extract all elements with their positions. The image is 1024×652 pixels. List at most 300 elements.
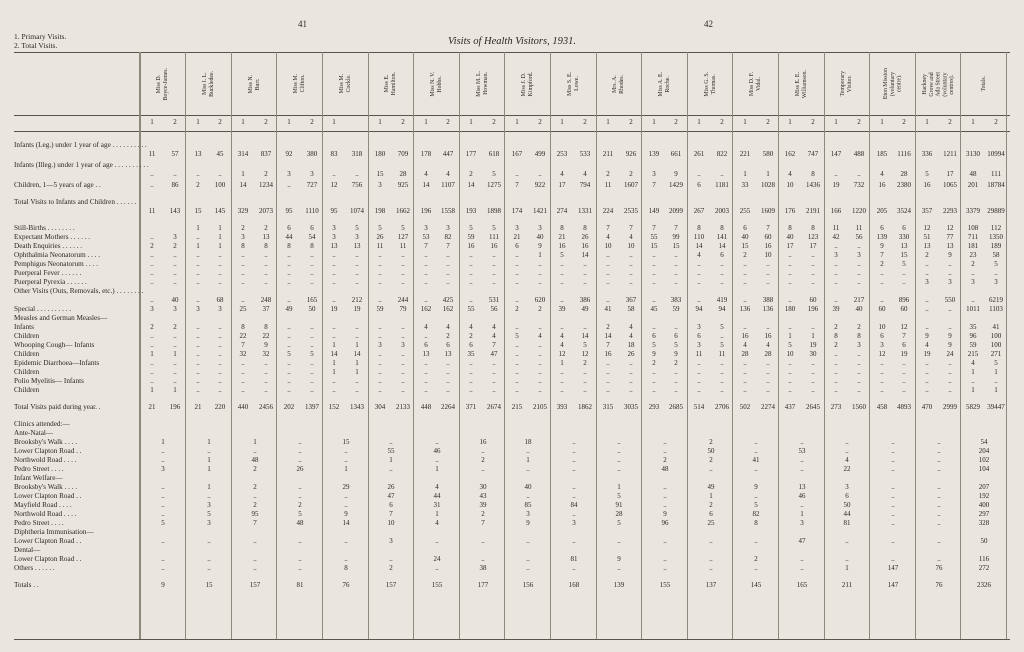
table-cell: .. <box>355 332 359 340</box>
table-cell: 6 <box>880 332 884 340</box>
table-cell: .. <box>446 368 450 376</box>
column-number: 1 <box>880 118 884 126</box>
table-cell: 19 <box>900 350 908 358</box>
column-number: 2 <box>857 118 861 126</box>
table-cell: .. <box>857 386 861 394</box>
table-cell: 4 <box>560 170 564 178</box>
table-cell: 618 <box>488 150 500 158</box>
table-cell: 1607 <box>624 181 638 189</box>
table-cell: 2 <box>241 224 245 232</box>
table-cell: 17 <box>946 170 954 178</box>
table-cell: 28 <box>741 350 749 358</box>
table-cell: 4 <box>446 323 450 331</box>
table-cell: 5 <box>720 341 724 349</box>
table-cell: .. <box>834 359 838 367</box>
table-cell: .. <box>663 483 667 491</box>
table-cell: .. <box>937 465 941 473</box>
table-cell: 14 <box>604 332 612 340</box>
column-header-text: Mrs. A. Rhodes. <box>612 74 625 94</box>
table-cell: .. <box>811 368 815 376</box>
table-cell: 1 <box>435 465 439 473</box>
table-cell: 14 <box>718 242 726 250</box>
table-cell: 3 <box>332 224 336 232</box>
table-cell: 661 <box>670 150 682 158</box>
table-cell: .. <box>606 260 610 268</box>
table-cell: 6 <box>389 501 393 509</box>
table-cell: 9 <box>161 581 165 589</box>
row-label: Death Enquiries . . . . . . <box>14 242 83 250</box>
table-cell: 9 <box>754 483 758 491</box>
table-cell: 3 <box>207 519 211 527</box>
table-cell: 3 <box>424 224 428 232</box>
table-cell: .. <box>173 368 177 376</box>
table-cell: 1 <box>788 332 792 340</box>
table-cell: 157 <box>249 581 261 589</box>
table-cell: 8 <box>287 242 291 250</box>
table-cell: 3 <box>401 341 405 349</box>
table-cell: .. <box>743 260 747 268</box>
table-cell: 3 <box>355 233 359 241</box>
table-cell: 4 <box>435 483 439 491</box>
table-cell: 174 <box>511 207 523 215</box>
table-cell: .. <box>902 368 906 376</box>
table-cell: 13 <box>194 150 202 158</box>
table-cell: 9 <box>617 555 621 563</box>
table-cell: .. <box>720 368 724 376</box>
table-cell: 386 <box>579 296 591 304</box>
table-cell: .. <box>948 386 952 394</box>
table-cell: .. <box>526 447 530 455</box>
column-number: 2 <box>994 118 998 126</box>
table-cell: 111 <box>489 233 499 241</box>
table-cell: 1429 <box>669 181 683 189</box>
column-header-text: Miss N. Burr. <box>248 74 261 94</box>
table-cell: 9 <box>880 242 884 250</box>
table-cell: 2 <box>709 438 713 446</box>
table-cell: .. <box>515 269 519 277</box>
table-cell: 196 <box>420 207 432 215</box>
table-cell: 2380 <box>897 181 911 189</box>
table-cell: 10 <box>387 519 395 527</box>
table-cell: 330 <box>898 233 910 241</box>
table-cell: 215 <box>511 403 523 411</box>
table-cell: 297 <box>978 510 990 518</box>
row-label: Pemphigus Neonatorum . . . . <box>14 260 99 268</box>
table-cell: 2 <box>629 170 633 178</box>
column-number: 2 <box>264 118 268 126</box>
table-cell: 15 <box>741 242 749 250</box>
column-header-text: Miss D. F. Vidal. <box>749 71 762 97</box>
table-cell: .. <box>560 368 564 376</box>
table-cell: 3 <box>161 465 165 473</box>
table-cell: 1 <box>173 350 177 358</box>
table-cell: .. <box>401 350 405 358</box>
column-number: 2 <box>902 118 906 126</box>
table-cell: .. <box>902 359 906 367</box>
column-number: 2 <box>310 118 314 126</box>
table-cell: 8 <box>264 323 268 331</box>
table-cell: 5 <box>560 251 564 259</box>
table-cell: 1 <box>743 170 747 178</box>
table-cell: 2 <box>446 332 450 340</box>
table-cell: 837 <box>260 150 272 158</box>
table-cell: .. <box>754 438 758 446</box>
table-cell: .. <box>241 278 245 286</box>
table-row <box>0 483 1024 492</box>
table-cell: .. <box>424 386 428 394</box>
table-cell: 44 <box>285 233 293 241</box>
table-cell: 12 <box>946 224 954 232</box>
row-label: Special . . . . . . . . . . <box>14 305 72 313</box>
column-header <box>609 55 629 113</box>
table-cell: 2 <box>253 465 257 473</box>
table-cell: 419 <box>716 296 728 304</box>
table-cell: 12 <box>923 224 931 232</box>
table-cell: .. <box>606 377 610 385</box>
table-row <box>0 341 1024 350</box>
table-cell: .. <box>401 332 405 340</box>
table-cell: .. <box>788 377 792 385</box>
table-cell: .. <box>389 555 393 563</box>
column-number: 2 <box>492 118 496 126</box>
table-cell: 383 <box>670 296 682 304</box>
table-cell: 3 <box>572 519 576 527</box>
table-cell: 1 <box>800 510 804 518</box>
column-number: 1 <box>515 118 519 126</box>
table-cell: .. <box>196 386 200 394</box>
table-cell: 371 <box>465 403 477 411</box>
table-cell: .. <box>515 296 519 304</box>
table-cell: 40 <box>536 233 544 241</box>
table-cell: 6 <box>469 341 473 349</box>
table-cell: 3 <box>948 278 952 286</box>
table-cell: 13 <box>422 350 430 358</box>
column-number: 2 <box>811 118 815 126</box>
table-cell: 54 <box>308 233 316 241</box>
table-cell: .. <box>515 251 519 259</box>
table-row <box>0 359 1024 368</box>
table-cell: 514 <box>693 403 705 411</box>
table-cell: .. <box>572 537 576 545</box>
table-cell: 2 <box>834 323 838 331</box>
table-cell: .. <box>424 332 428 340</box>
table-cell: 49 <box>581 305 589 313</box>
table-cell: 58 <box>627 305 635 313</box>
table-cell: .. <box>481 555 485 563</box>
table-cell: .. <box>150 341 154 349</box>
table-cell: .. <box>629 386 633 394</box>
table-cell: 5829 <box>966 403 980 411</box>
table-cell: 1 <box>526 456 530 464</box>
table-cell: 2 <box>743 251 747 259</box>
column-number: 2 <box>948 118 952 126</box>
table-cell: .. <box>424 251 428 259</box>
table-cell: .. <box>218 260 222 268</box>
column-number: 1 <box>196 118 200 126</box>
table-cell: .. <box>709 537 713 545</box>
table-cell: 3 <box>857 251 861 259</box>
table-cell: .. <box>515 323 519 331</box>
table-cell: .. <box>811 377 815 385</box>
table-cell: .. <box>218 170 222 178</box>
table-cell: .. <box>811 278 815 286</box>
table-cell: .. <box>652 386 656 394</box>
table-cell: 40 <box>171 296 179 304</box>
table-cell: 6 <box>652 332 656 340</box>
table-cell: .. <box>583 386 587 394</box>
table-cell: 3 <box>310 170 314 178</box>
table-cell: .. <box>196 296 200 304</box>
table-cell: 6 <box>902 224 906 232</box>
table-cell: .. <box>606 386 610 394</box>
table-cell: .. <box>617 537 621 545</box>
table-cell: 1 <box>994 386 998 394</box>
row-label: Infant Welfare— <box>14 474 63 482</box>
table-cell: .. <box>697 170 701 178</box>
column-number: 2 <box>401 118 405 126</box>
table-cell: 4 <box>606 233 610 241</box>
table-cell: 16 <box>479 438 487 446</box>
table-cell: 28 <box>764 350 772 358</box>
table-cell: .. <box>857 278 861 286</box>
table-cell: 49 <box>285 305 293 313</box>
table-cell: .. <box>241 260 245 268</box>
table-cell: 141 <box>716 233 728 241</box>
table-cell: 756 <box>351 181 363 189</box>
table-cell: .. <box>800 465 804 473</box>
table-cell: .. <box>298 438 302 446</box>
table-cell: .. <box>515 386 519 394</box>
table-cell: 19 <box>832 181 840 189</box>
table-cell: .. <box>424 377 428 385</box>
table-cell: .. <box>515 170 519 178</box>
table-cell: 6 <box>902 341 906 349</box>
table-cell: 2133 <box>396 403 410 411</box>
table-cell: .. <box>287 359 291 367</box>
table-cell: 40 <box>855 305 863 313</box>
table-cell: 1 <box>207 456 211 464</box>
table-cell: .. <box>971 377 975 385</box>
row-label: Epidemic Diarrhoea—Infants <box>14 359 100 367</box>
table-cell: 448 <box>420 403 432 411</box>
row-label: Polio Myelitis— Infants <box>14 377 84 385</box>
table-cell: .. <box>241 377 245 385</box>
column-header <box>974 55 994 113</box>
table-cell: 13 <box>923 242 931 250</box>
table-cell: 10 <box>878 323 886 331</box>
table-cell: 10 <box>627 242 635 250</box>
table-cell: 4 <box>925 341 929 349</box>
table-cell: 13 <box>262 233 270 241</box>
table-cell: 5 <box>298 510 302 518</box>
table-cell: .. <box>150 296 154 304</box>
table-cell: 3 <box>880 341 884 349</box>
table-cell: 181 <box>967 242 979 250</box>
table-cell: .. <box>424 278 428 286</box>
table-cell: .. <box>150 359 154 367</box>
table-cell: 81 <box>843 519 851 527</box>
table-cell: 59 <box>376 305 384 313</box>
table-cell: 8 <box>811 224 815 232</box>
table-cell: .. <box>720 359 724 367</box>
table-cell: .. <box>674 323 678 331</box>
table-cell: 19 <box>353 305 361 313</box>
table-cell: 304 <box>374 403 386 411</box>
table-cell: .. <box>207 492 211 500</box>
table-cell: 2 <box>298 501 302 509</box>
table-cell: .. <box>891 483 895 491</box>
row-label: Whooping Cough— Infants <box>14 341 95 349</box>
table-cell: 2073 <box>259 207 273 215</box>
table-cell: .. <box>435 537 439 545</box>
table-cell: 165 <box>306 296 318 304</box>
table-cell: 2 <box>663 456 667 464</box>
column-number: 1 <box>241 118 245 126</box>
table-cell: .. <box>287 332 291 340</box>
table-cell: .. <box>287 269 291 277</box>
column-number: 1 <box>697 118 701 126</box>
table-cell: 896 <box>898 296 910 304</box>
column-number: 1 <box>332 118 336 126</box>
table-row <box>0 224 1024 233</box>
table-cell: .. <box>925 386 929 394</box>
table-cell: 11 <box>148 150 156 158</box>
table-cell: 12 <box>900 323 908 331</box>
table-cell: .. <box>355 386 359 394</box>
table-cell: .. <box>891 510 895 518</box>
table-cell: 5 <box>469 224 473 232</box>
table-cell: 2 <box>971 260 975 268</box>
table-cell: 336 <box>921 150 933 158</box>
column-header-text: Totals. <box>980 76 987 92</box>
table-cell: 2 <box>253 483 257 491</box>
table-cell: .. <box>811 269 815 277</box>
table-cell: 9 <box>526 519 530 527</box>
table-cell: 7 <box>606 341 610 349</box>
table-cell: 7 <box>389 510 393 518</box>
table-cell: .. <box>253 555 257 563</box>
table-cell: .. <box>560 377 564 385</box>
table-cell: 2 <box>481 510 485 518</box>
table-cell: 2274 <box>761 403 775 411</box>
table-cell: 136 <box>739 305 751 313</box>
table-cell: 60 <box>764 233 772 241</box>
table-cell: 6 <box>446 341 450 349</box>
table-cell: .. <box>378 386 382 394</box>
table-cell: 1 <box>811 332 815 340</box>
table-cell: .. <box>218 386 222 394</box>
table-cell: 4 <box>469 323 473 331</box>
row-label: Infants (Illeg.) under 1 year of age . . . . . . . . . . <box>14 161 149 169</box>
table-cell: .. <box>629 260 633 268</box>
table-cell: .. <box>161 510 165 518</box>
table-cell: .. <box>891 555 895 563</box>
table-cell: .. <box>196 251 200 259</box>
table-cell: 48 <box>251 456 259 464</box>
table-cell: 9 <box>925 332 929 340</box>
table-cell: .. <box>469 359 473 367</box>
table-row <box>0 332 1024 341</box>
table-cell: 1 <box>196 242 200 250</box>
table-cell: 1 <box>241 170 245 178</box>
table-cell: 7 <box>515 181 519 189</box>
table-cell: .. <box>971 296 975 304</box>
table-cell: 1 <box>332 368 336 376</box>
table-row <box>0 260 1024 269</box>
row-label: Ante-Natal— <box>14 429 54 437</box>
table-cell: .. <box>378 278 382 286</box>
table-cell: .. <box>663 438 667 446</box>
table-cell: 19 <box>923 350 931 358</box>
table-cell: 57 <box>171 150 179 158</box>
column-number: 2 <box>766 118 770 126</box>
table-cell: .. <box>161 564 165 572</box>
table-cell: 7 <box>652 181 656 189</box>
table-cell: .. <box>287 377 291 385</box>
table-cell: 3 <box>800 519 804 527</box>
table-cell: 156 <box>522 581 534 589</box>
row-label: Northwold Road . . . . <box>14 456 77 464</box>
table-cell: 9 <box>674 350 678 358</box>
table-cell: 470 <box>921 403 933 411</box>
table-cell: 1 <box>218 242 222 250</box>
table-cell: 3 <box>697 323 701 331</box>
table-cell: 4 <box>560 341 564 349</box>
table-cell: .. <box>173 170 177 178</box>
column-header-text: Eton Mission (voluntary centre). <box>882 68 903 100</box>
table-cell: 8 <box>754 519 758 527</box>
table-cell: 82 <box>752 510 760 518</box>
table-cell: .. <box>287 323 291 331</box>
column-header <box>883 55 903 113</box>
table-cell: 168 <box>568 581 580 589</box>
table-cell: .. <box>526 555 530 563</box>
table-cell: .. <box>310 260 314 268</box>
table-cell: 15 <box>900 251 908 259</box>
table-cell: .. <box>150 251 154 259</box>
table-cell: 185 <box>876 150 888 158</box>
table-cell: 9 <box>948 332 952 340</box>
table-cell: 3130 <box>966 150 980 158</box>
table-cell: .. <box>811 260 815 268</box>
table-row <box>0 233 1024 242</box>
table-cell: 4 <box>971 359 975 367</box>
row-label: Children <box>14 386 40 394</box>
table-cell: 155 <box>659 581 671 589</box>
table-cell: .. <box>492 359 496 367</box>
table-cell: .. <box>218 278 222 286</box>
table-cell: 1 <box>538 251 542 259</box>
table-cell: .. <box>948 377 952 385</box>
table-cell: 273 <box>830 403 842 411</box>
table-cell: .. <box>332 296 336 304</box>
table-cell: .. <box>617 564 621 572</box>
table-cell: 3 <box>207 501 211 509</box>
table-cell: .. <box>538 350 542 358</box>
table-cell: .. <box>196 278 200 286</box>
table-cell: 85 <box>524 501 532 509</box>
table-cell: 5 <box>720 323 724 331</box>
table-cell: 1 <box>355 368 359 376</box>
table-row <box>0 510 1024 519</box>
table-cell: 198 <box>374 207 386 215</box>
column-header <box>655 55 675 113</box>
table-cell: .. <box>241 368 245 376</box>
table-cell: 56 <box>855 233 863 241</box>
row-label: Expectant Mothers . . . . . . <box>14 233 91 241</box>
table-cell: 5 <box>652 341 656 349</box>
table-cell: .. <box>652 368 656 376</box>
